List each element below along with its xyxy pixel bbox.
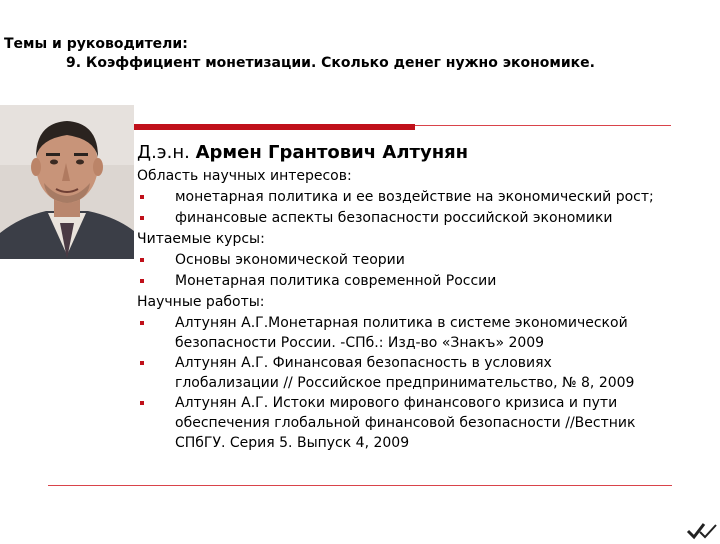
bullet-icon [140,195,144,199]
list-item: Алтунян А.Г. Истоки мирового финансового кризиса и пути обеспечения глобальной финансовой безопасности //Вестник СПбГУ. Серия 5. Выпуск 4, 2009 [137,393,717,453]
topic-title: 9. Коэффициент монетизации. Сколько денег нужно экономике. [66,55,595,71]
bullet-icon [140,401,144,405]
courses-heading: Читаемые курсы: [137,231,265,247]
bullet-icon [140,321,144,325]
header-title: Темы и руководители: [4,36,188,52]
bullet-icon [140,279,144,283]
divider-rule [415,125,671,126]
full-name: Армен Грантович Алтунян [195,142,469,163]
profile-content [137,166,717,453]
bullet-icon [140,361,144,365]
bullet-icon [140,216,144,220]
list-item: Алтунян А.Г.Монетарная политика в системе экономической безопасности России. -СПб.: Изд-во «Знакъ» 2009 [137,313,717,353]
list-item: Основы экономической теории [137,250,717,271]
list-item: финансовые аспекты безопасности российской экономики [137,208,717,229]
bullet-icon [140,258,144,262]
interests-heading: Область научных интересов: [137,168,352,184]
check-logo-icon [686,522,720,540]
accent-rule [134,124,415,130]
degree-label: Д.э.н. [137,142,190,163]
works-heading: Научные работы: [137,294,265,310]
list-item: Монетарная политика современной России [137,271,717,292]
bottom-rule [48,485,672,486]
portrait-photo [0,105,134,259]
list-item: Алтунян А.Г. Финансовая безопасность в условиях глобализации // Российское предпринимательство, № 8, 2009 [137,353,717,393]
list-item: монетарная политика и ее воздействие на экономический рост; [137,187,717,208]
person-name [137,142,468,163]
